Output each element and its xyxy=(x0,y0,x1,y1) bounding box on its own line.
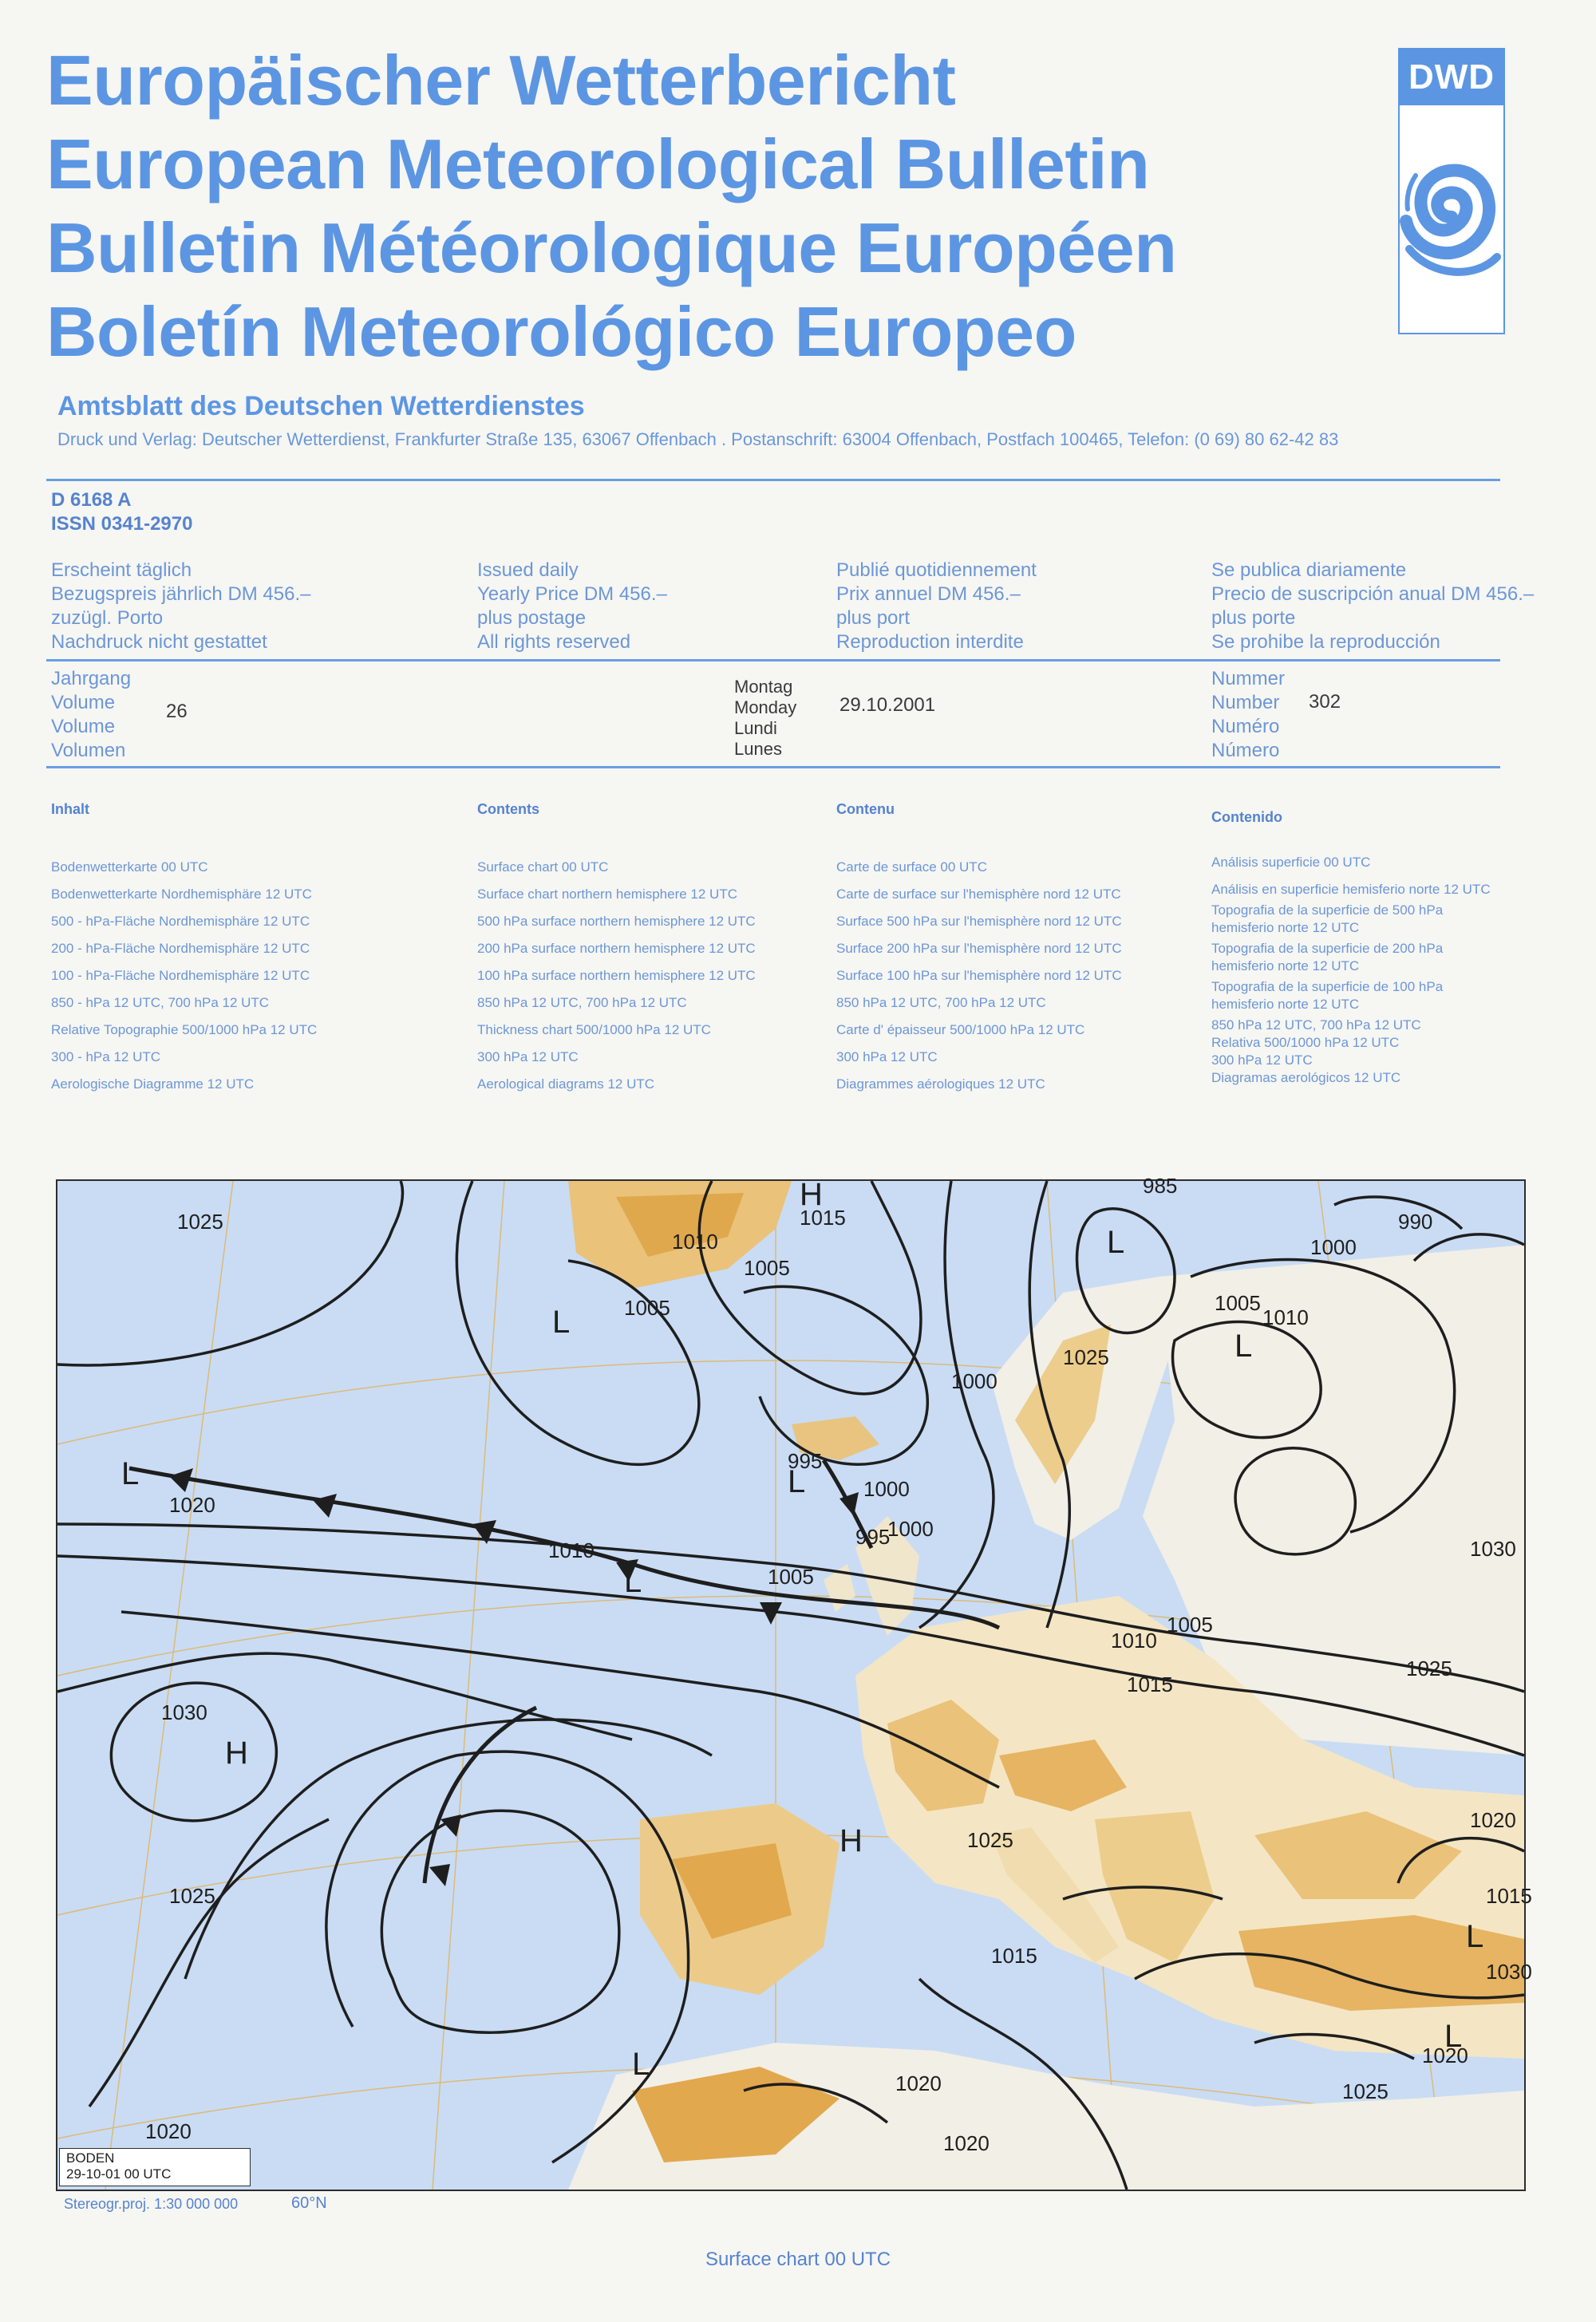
isobar-label: 1010 xyxy=(672,1230,718,1254)
sub-line: All rights reserved xyxy=(477,631,631,653)
isobar-label: 985 xyxy=(1143,1174,1178,1198)
sub-line: Publié quotidiennement xyxy=(836,559,1037,581)
volume-label: Volume xyxy=(51,716,116,737)
weekday-label: Montag xyxy=(734,677,793,697)
toc-item: Topografia de la superficie de 100 hPa hemisferio norte 12 UTC xyxy=(1211,979,1444,1012)
isobar-label: 1020 xyxy=(943,2131,990,2155)
isobar-label: 1020 xyxy=(1422,2044,1468,2067)
sub-line: plus porte xyxy=(1211,607,1296,629)
contents-heading-en: Contents xyxy=(477,801,539,817)
sub-line: plus postage xyxy=(477,607,587,629)
volume-value: 26 xyxy=(166,701,188,722)
toc-item: Análisis en superficie hemisferio norte 12 UTC xyxy=(1211,882,1491,897)
low-pressure-center: L xyxy=(1466,1919,1484,1954)
divider xyxy=(46,659,1500,661)
weekday-label: Lunes xyxy=(734,739,782,759)
sub-line: plus port xyxy=(836,607,911,629)
contents-heading-de: Inhalt xyxy=(51,801,89,817)
surface-weather-map xyxy=(56,1174,1532,2191)
weekday-label: Lundi xyxy=(734,718,777,738)
isobar-label: 1010 xyxy=(1111,1629,1157,1653)
isobar-label: 1025 xyxy=(1406,1657,1452,1680)
volume-labels xyxy=(51,667,131,763)
toc-item: 500 hPa surface northern hemisphere 12 UTC xyxy=(477,914,756,929)
high-pressure-center: H xyxy=(839,1823,863,1858)
volume-label: Volume xyxy=(51,692,116,713)
sub-line: Erscheint täglich xyxy=(51,559,192,581)
contents-heading-es: Contenido xyxy=(1211,809,1282,825)
toc-item: 300 hPa 12 UTC xyxy=(836,1049,938,1064)
isobar-label: 1030 xyxy=(1470,1537,1516,1561)
toc-item: Aerologische Diagramme 12 UTC xyxy=(51,1076,255,1092)
isobar-label: 1025 xyxy=(177,1210,223,1234)
toc-item: 100 - hPa-Fläche Nordhemisphäre 12 UTC xyxy=(51,968,310,983)
isobar-label: 1005 xyxy=(624,1296,670,1320)
contents-list-es xyxy=(1211,854,1499,1087)
sub-line: zuzügl. Porto xyxy=(51,607,164,629)
toc-item: 850 - hPa 12 UTC, 700 hPa 12 UTC xyxy=(51,995,270,1010)
low-pressure-center: L xyxy=(1235,1329,1253,1364)
toc-item: Topografia de la superficie de 500 hPa hemisferio norte 12 UTC xyxy=(1211,902,1444,935)
subscription-english xyxy=(477,559,667,654)
low-pressure-center: L xyxy=(788,1464,806,1499)
isobar-label: 995 xyxy=(788,1449,823,1473)
weekday-labels xyxy=(734,677,796,760)
toc-item: Análisis superficie 00 UTC xyxy=(1211,855,1371,870)
toc-item: Carte de surface 00 UTC xyxy=(836,859,987,875)
toc-item: Surface chart 00 UTC xyxy=(477,859,609,875)
isobar-label: 1005 xyxy=(768,1565,814,1589)
sub-line: Yearly Price DM 456.– xyxy=(477,583,667,605)
map-label-line: 29-10-01 00 UTC xyxy=(66,2166,172,2182)
contents-list-fr xyxy=(836,854,1179,1098)
toc-item: 200 hPa surface northern hemisphere 12 UTC xyxy=(477,941,756,956)
weekday-label: Monday xyxy=(734,697,797,717)
title-french: Bulletin Météorologique Européen xyxy=(46,208,1177,287)
low-pressure-center: L xyxy=(552,1305,571,1340)
toc-item: 850 hPa 12 UTC, 700 hPa 12 UTC xyxy=(477,995,687,1010)
toc-item: Surface 200 hPa sur l'hemisphère nord 12 UTC xyxy=(836,941,1122,956)
contents-list-de xyxy=(51,854,394,1098)
toc-item: Relative Topographie 500/1000 hPa 12 UTC xyxy=(51,1022,318,1037)
toc-item: Topografia de la superficie de 200 hPa hemisferio norte 12 UTC xyxy=(1211,941,1444,973)
publisher-address: Druck und Verlag: Deutscher Wetterdienst, Frankfurter Straße 135, 63067 Offenbach . Postanschrift: 63004 Offenbach, Postfach 100465, Telefon: (0 69) 80 62-42 83 xyxy=(57,429,1339,449)
isobar-label: 1000 xyxy=(863,1477,910,1501)
isobar-label: 1005 xyxy=(1167,1613,1213,1637)
title-spanish: Boletín Meteorológico Europeo xyxy=(46,292,1077,371)
number-label: Nummer xyxy=(1211,668,1286,689)
isobar-label: 1000 xyxy=(951,1369,998,1393)
toc-item: Thickness chart 500/1000 hPa 12 UTC xyxy=(477,1022,711,1037)
divider xyxy=(46,479,1500,481)
isobar-label: 1025 xyxy=(169,1884,215,1908)
issn: ISSN 0341-2970 xyxy=(51,513,193,535)
volume-label: Jahrgang xyxy=(51,668,132,689)
dwd-logo-text: DWD xyxy=(1400,49,1503,105)
volume-label: Volumen xyxy=(51,740,126,761)
sub-line: Reproduction interdite xyxy=(836,631,1024,653)
dwd-spiral-logo-icon xyxy=(1400,97,1503,329)
title-block xyxy=(46,38,1323,373)
isobar-label: 1015 xyxy=(1127,1672,1173,1696)
isobar-label: 990 xyxy=(1398,1210,1433,1234)
isobar-label: 1020 xyxy=(895,2071,942,2095)
toc-item: 100 hPa surface northern hemisphere 12 UTC xyxy=(477,968,756,983)
isobar-label: 1030 xyxy=(1486,1960,1532,1984)
official-gazette-line: Amtsblatt des Deutschen Wetterdienstes xyxy=(57,391,585,421)
issue-date: 29.10.2001 xyxy=(839,694,936,716)
isobar-label: 1020 xyxy=(169,1493,215,1517)
contents-heading-fr: Contenu xyxy=(836,801,895,817)
toc-item: Bodenwetterkarte Nordhemisphäre 12 UTC xyxy=(51,887,312,902)
low-pressure-center: L xyxy=(632,2047,650,2082)
sub-line: Bezugspreis jährlich DM 456.– xyxy=(51,583,311,605)
isobar-label: 1015 xyxy=(1486,1884,1532,1908)
issue-number: 302 xyxy=(1309,691,1341,713)
subscription-german xyxy=(51,559,311,654)
toc-item: Surface chart northern hemisphere 12 UTC xyxy=(477,887,737,902)
isobar-label: 1025 xyxy=(1063,1345,1109,1369)
number-label: Número xyxy=(1211,740,1280,761)
publication-ids xyxy=(51,488,192,536)
title-english: European Meteorological Bulletin xyxy=(46,124,1150,203)
subscription-french xyxy=(836,559,1037,654)
isobar-label: 1020 xyxy=(1470,1808,1516,1832)
map-legend-box xyxy=(59,2148,251,2186)
number-labels xyxy=(1211,667,1285,763)
isobar-label: 1000 xyxy=(887,1517,934,1541)
number-label: Number xyxy=(1211,692,1280,713)
divider xyxy=(46,766,1500,768)
toc-item: 300 - hPa 12 UTC xyxy=(51,1049,161,1064)
map-latitude: 60°N xyxy=(291,2194,327,2212)
isobar-label: 1000 xyxy=(1310,1235,1357,1259)
isobar-label: 1030 xyxy=(161,1700,207,1724)
sub-line: Se prohibe la reproducción xyxy=(1211,631,1440,653)
high-pressure-center: H xyxy=(800,1177,823,1212)
dwd-logo xyxy=(1398,48,1505,334)
toc-item: 200 - hPa-Fläche Nordhemisphäre 12 UTC xyxy=(51,941,310,956)
isobar-label: 1025 xyxy=(967,1828,1013,1852)
sub-line: Se publica diariamente xyxy=(1211,559,1407,581)
low-pressure-center: L xyxy=(121,1456,140,1491)
isobar-label: 1005 xyxy=(744,1256,790,1280)
isobar-label: 1005 xyxy=(1215,1291,1261,1315)
isobar-label: 1020 xyxy=(145,2119,192,2143)
isobar-label: 1025 xyxy=(1342,2079,1389,2103)
toc-item: Carte d' épaisseur 500/1000 hPa 12 UTC xyxy=(836,1022,1085,1037)
low-pressure-center: L xyxy=(624,1564,642,1599)
isobar-label: 995 xyxy=(855,1525,891,1549)
toc-item: Bodenwetterkarte 00 UTC xyxy=(51,859,208,875)
weather-map-drawing xyxy=(57,1174,1532,2190)
map-projection: Stereogr.proj. 1:30 000 000 xyxy=(64,2196,239,2212)
toc-item: Surface 500 hPa sur l'hemisphère nord 12 UTC xyxy=(836,914,1122,929)
map-caption: Surface chart 00 UTC xyxy=(705,2249,891,2270)
toc-item: Relativa 500/1000 hPa 12 UTC xyxy=(1211,1035,1400,1050)
high-pressure-center: H xyxy=(225,1736,248,1771)
toc-item: Diagrammes aérologiques 12 UTC xyxy=(836,1076,1045,1092)
toc-item: Aerological diagrams 12 UTC xyxy=(477,1076,655,1092)
isobar-label: 1010 xyxy=(548,1538,595,1562)
isobar-label: 1010 xyxy=(1262,1305,1309,1329)
sub-line: Nachdruck nicht gestattet xyxy=(51,631,267,653)
subscription-spanish xyxy=(1211,559,1534,654)
low-pressure-center: L xyxy=(1107,1225,1125,1260)
isobar-label: 1015 xyxy=(800,1206,846,1230)
sub-line: Prix annuel DM 456.– xyxy=(836,583,1021,605)
toc-item: 300 hPa 12 UTC xyxy=(1211,1052,1313,1068)
low-pressure-center: L xyxy=(1444,2019,1463,2054)
sub-line: Precio de suscripción anual DM 456.– xyxy=(1211,583,1535,605)
toc-item: Carte de surface sur l'hemisphère nord 12 UTC xyxy=(836,887,1121,902)
number-label: Numéro xyxy=(1211,716,1280,737)
toc-item: Diagramas aerológicos 12 UTC xyxy=(1211,1070,1401,1085)
toc-item: 850 hPa 12 UTC, 700 hPa 12 UTC xyxy=(836,995,1046,1010)
toc-item: 850 hPa 12 UTC, 700 hPa 12 UTC xyxy=(1211,1017,1421,1033)
d-number: D 6168 A xyxy=(51,489,132,511)
isobar-label: 1015 xyxy=(991,1944,1037,1968)
map-label-line: BODEN xyxy=(66,2150,115,2166)
toc-item: 500 - hPa-Fläche Nordhemisphäre 12 UTC xyxy=(51,914,310,929)
title-german: Europäischer Wetterbericht xyxy=(46,41,956,120)
toc-item: 300 hPa 12 UTC xyxy=(477,1049,579,1064)
sub-line: Issued daily xyxy=(477,559,579,581)
contents-list-en xyxy=(477,854,820,1098)
toc-item: Surface 100 hPa sur l'hemisphère nord 12 UTC xyxy=(836,968,1122,983)
